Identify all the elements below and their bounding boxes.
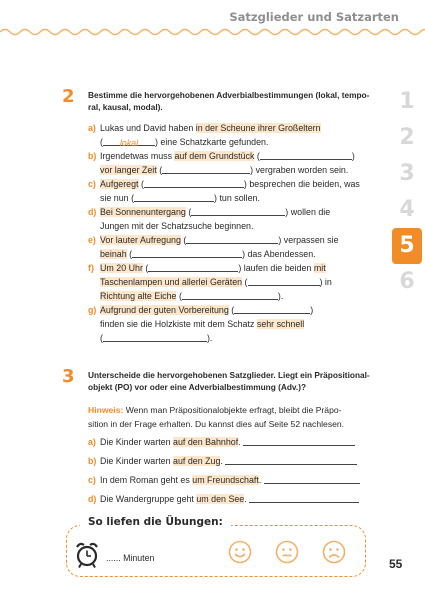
sad-smiley-icon[interactable]: [322, 540, 346, 564]
text: .: [220, 456, 223, 466]
item-label: b): [88, 151, 97, 161]
text: ) laufen die beiden: [238, 263, 314, 273]
answer-blank-filled[interactable]: [103, 136, 155, 146]
text: .: [238, 437, 241, 447]
item-2b-line-1: [88, 149, 373, 163]
task-3-instruction: [88, 369, 378, 393]
item-2g-line-1: [88, 303, 373, 317]
answer-blank[interactable]: [148, 262, 238, 272]
item-label: a): [88, 123, 96, 133]
task-2-instruction: [88, 89, 378, 113]
hint-box: [88, 403, 368, 431]
text: ): [310, 305, 314, 315]
text: (: [156, 165, 163, 175]
task-2-instruction-line-1: Bestimme die hervorgehobenen Adverbialbestimmungen (lokal, tempo-: [88, 90, 370, 100]
text: ) in: [319, 277, 332, 287]
example-answer: lokal: [119, 138, 139, 148]
text: (: [176, 291, 182, 301]
item-2c-line-1: [88, 177, 373, 191]
answer-blank[interactable]: [234, 304, 310, 314]
task-3-instruction-line-2: objekt (PO) vor oder eine Adverbialbestimmung (Adv.)?: [88, 382, 307, 392]
highlighted-phrase: auf den Bahnhof: [173, 437, 239, 447]
text: ) tun sollen.: [214, 193, 260, 203]
chapter-title: Satzglieder und Satzarten: [229, 10, 399, 24]
highlighted-phrase: in der Scheune ihrer Großeltern: [195, 123, 321, 133]
item-2g-line-3: [88, 331, 373, 345]
answer-line[interactable]: [249, 493, 359, 503]
text: (: [180, 235, 187, 245]
item-2e-line-2: [88, 247, 373, 261]
answer-blank[interactable]: [248, 276, 320, 286]
highlighted-phrase: Aufgrund der guten Vorbereitung: [100, 305, 229, 315]
item-3a: [88, 433, 373, 452]
text: ).: [277, 291, 284, 301]
text: Jungen mit der Schatzsuche beginnen.: [100, 221, 254, 231]
highlighted-phrase: mit: [313, 263, 326, 273]
progress-box: [66, 525, 366, 577]
highlighted-phrase: um den See: [196, 494, 245, 504]
item-2f-line-3: [88, 289, 373, 303]
item-label: c): [88, 179, 96, 189]
level-2: 2: [399, 125, 415, 150]
text: ) wollen die: [285, 207, 331, 217]
item-label: f): [88, 263, 94, 273]
highlighted-phrase: Vor lauter Aufregung: [100, 235, 181, 245]
highlighted-phrase: Taschenlampen und allerlei Geräten: [100, 277, 243, 287]
minutes-label: Minuten: [123, 553, 155, 563]
item-label: b): [88, 456, 97, 466]
item-2e-line-1: [88, 233, 373, 247]
level-3: 3: [399, 161, 415, 186]
item-label: a): [88, 437, 96, 447]
text: ) verpassen sie: [278, 235, 339, 245]
minutes-blank: ......: [106, 553, 124, 563]
hint-label: Hinweis:: [88, 405, 124, 415]
text: (: [142, 263, 149, 273]
highlighted-phrase: Um 20 Uhr: [100, 263, 143, 273]
item-3b: [88, 452, 373, 471]
minutes-field[interactable]: [106, 553, 154, 563]
item-2f-line-2: [88, 275, 373, 289]
highlighted-phrase: beinah: [100, 249, 127, 259]
highlighted-phrase: auf den Zug: [173, 456, 221, 466]
answer-blank[interactable]: [182, 290, 278, 300]
highlighted-phrase: vor langer Zeit: [100, 165, 157, 175]
text: (: [254, 151, 260, 161]
alarm-clock-icon: [74, 541, 100, 569]
neutral-smiley-icon[interactable]: [275, 540, 299, 564]
answer-blank[interactable]: [103, 332, 207, 342]
item-3c: [88, 471, 373, 490]
text: .: [244, 494, 247, 504]
answer-blank[interactable]: [134, 192, 214, 202]
item-label: e): [88, 235, 96, 245]
hint-text: Wenn man Präpositionalobjekte erfragt, bleibt die Präpo-: [123, 405, 342, 415]
level-5-active: 5: [392, 228, 422, 264]
text: .: [258, 475, 262, 485]
item-2d-line-1: [88, 205, 373, 219]
hint-line-2: [88, 417, 368, 431]
item-2a-line-2: [88, 135, 373, 149]
text: Die Wandergruppe geht: [100, 494, 197, 504]
text: Die Kinder warten: [100, 437, 174, 447]
answer-blank[interactable]: [186, 234, 278, 244]
header-wave-line: [0, 26, 425, 38]
item-label: d): [88, 207, 97, 217]
text: (: [228, 305, 235, 315]
text: Die Kinder warten: [100, 456, 174, 466]
highlighted-phrase: Aufgeregt: [100, 179, 139, 189]
highlighted-phrase: um Freundschaft: [192, 475, 259, 485]
item-label: g): [88, 305, 97, 315]
task-3-instruction-line-1: Unterscheide die hervorgehobenen Satzglieder. Liegt ein Präpositional-: [88, 370, 370, 380]
level-4: 4: [399, 197, 415, 222]
answer-blank[interactable]: [191, 206, 285, 216]
task-2-instruction-line-2: ral, kausal, modal).: [88, 102, 163, 112]
text: ) besprechen die beiden, was: [243, 179, 360, 189]
answer-blank[interactable]: [260, 150, 352, 160]
text: finden sie die Holzkiste mit dem Schatz: [100, 319, 257, 329]
item-label: c): [88, 475, 96, 485]
item-2a-line-1: [88, 121, 373, 135]
text: (: [185, 207, 192, 217]
item-2d-line-2: [88, 219, 373, 233]
text: (: [138, 179, 144, 189]
item-label: d): [88, 494, 97, 504]
text: (: [100, 333, 103, 343]
text: ) das Abendessen.: [242, 249, 316, 259]
task-2-number: 2: [62, 86, 75, 107]
highlighted-phrase: Richtung alte Eiche: [100, 291, 177, 301]
text: (: [100, 137, 103, 147]
level-6: 6: [399, 269, 415, 294]
text: In dem Roman geht es: [100, 475, 193, 485]
difficulty-level-nav: [392, 84, 422, 300]
item-2g-line-2: [88, 317, 373, 331]
text: (: [126, 249, 133, 259]
highlighted-phrase: Bei Sonnenuntergang: [100, 207, 186, 217]
happy-smiley-icon[interactable]: [228, 540, 252, 564]
item-2c-line-2: [88, 191, 373, 205]
hint-line-1: [88, 403, 368, 417]
item-3d: [88, 490, 373, 509]
page-number: 55: [389, 557, 403, 571]
item-2f-line-1: [88, 261, 373, 275]
progress-box-title: So liefen die Übungen:: [80, 516, 231, 528]
text: ): [351, 151, 355, 161]
text: Irgendetwas muss: [100, 151, 175, 161]
text: sie nun (: [100, 193, 135, 203]
highlighted-phrase: auf dem Grundstück: [174, 151, 255, 161]
text: ).: [206, 333, 213, 343]
text: ) eine Schatzkarte gefunden.: [154, 137, 269, 147]
hint-text: sition in der Frage erhalten. Du kannst dies auf Seite 52 nachlesen.: [88, 419, 345, 429]
answer-line[interactable]: [264, 474, 360, 484]
task-3-items: [88, 433, 373, 509]
text: (: [242, 277, 248, 287]
task-2-items: [88, 121, 373, 345]
answer-line[interactable]: [225, 455, 357, 465]
level-1: 1: [399, 89, 415, 114]
item-2b-line-2: [88, 163, 373, 177]
text: ) vergraben worden sein.: [250, 165, 349, 175]
text: Lukas und David haben: [100, 123, 196, 133]
answer-blank[interactable]: [162, 164, 250, 174]
answer-line[interactable]: [243, 436, 355, 446]
answer-blank[interactable]: [132, 248, 242, 258]
highlighted-phrase: sehr schnell: [256, 319, 305, 329]
task-3-number: 3: [62, 366, 75, 387]
answer-blank[interactable]: [144, 178, 244, 188]
